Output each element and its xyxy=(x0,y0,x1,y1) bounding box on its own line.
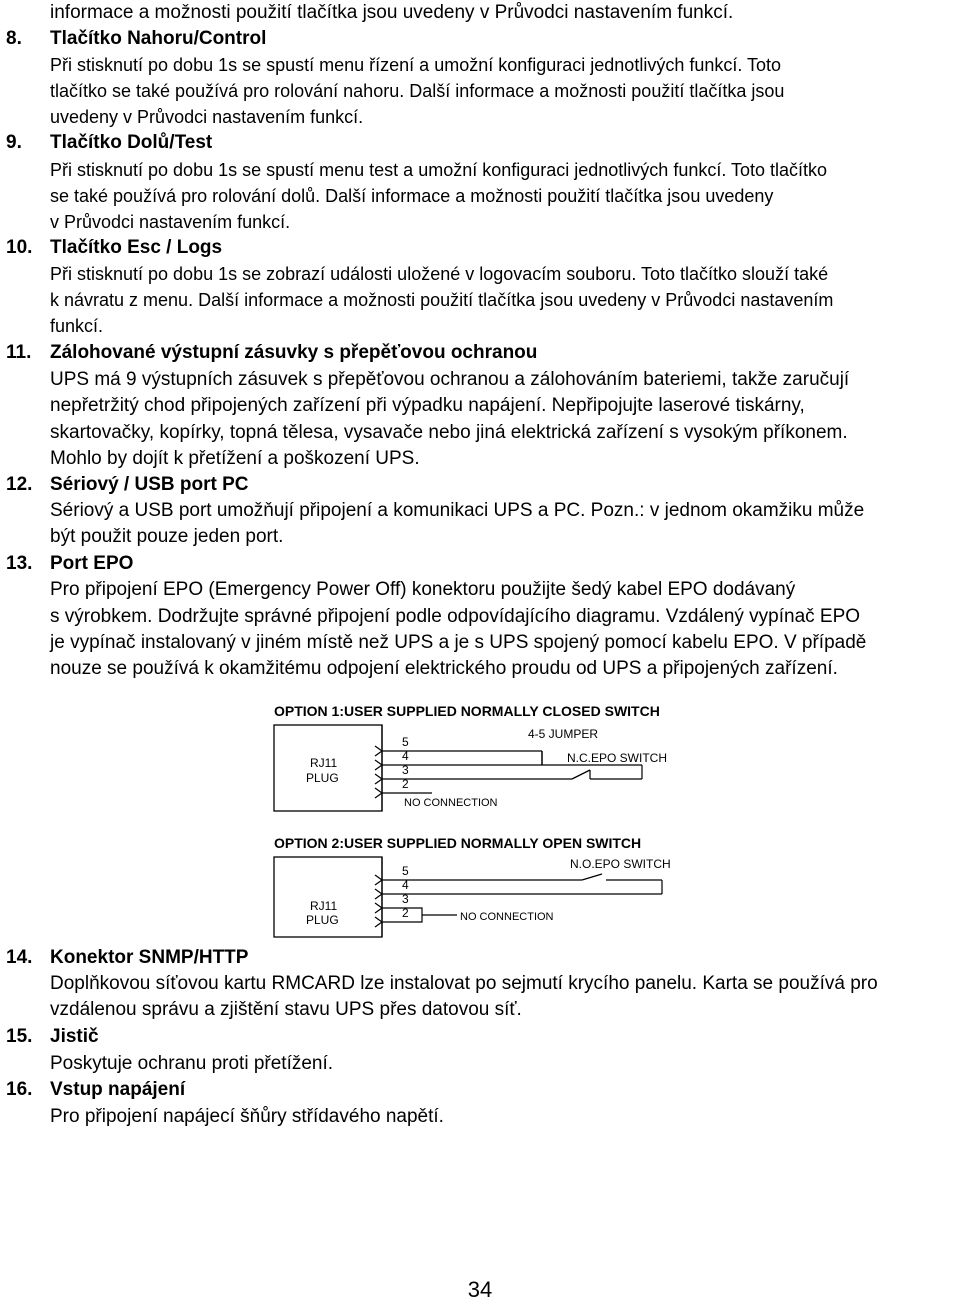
plug-label: PLUG xyxy=(306,771,339,785)
text-line: Mohlo by dojít k přetížení a poškození UPS. xyxy=(50,448,420,469)
item-number: 14. xyxy=(6,947,33,968)
text-line: skartovačky, kopírky, topná tělesa, vysavače nebo jiná elektrická zařízení s vysokým příkonem. xyxy=(50,422,848,443)
diagram-title: OPTION 2:USER SUPPLIED NORMALLY OPEN SWITCH xyxy=(274,835,642,851)
item-number: 12. xyxy=(6,474,33,495)
pin-label: 5 xyxy=(402,735,409,749)
item-number: 15. xyxy=(6,1026,33,1047)
pin-label: 5 xyxy=(402,864,409,878)
text-line: Doplňkovou síťovou kartu RMCARD lze instalovat po sejmutí krycího panelu. Karta se používá pro xyxy=(50,973,878,994)
text-line: je vypínač instalovaný v jiném místě než UPS a je s UPS spojený pomocí kabelu EPO. V případě xyxy=(50,632,867,653)
text-line: Sériový a USB port umožňují připojení a komunikaci UPS a PC. Pozn.: v jednom okamžiku může xyxy=(50,500,865,521)
switch-label: N.O.EPO SWITCH xyxy=(570,857,671,871)
no-connection-label: NO CONNECTION xyxy=(460,911,554,923)
page-number: 34 xyxy=(467,1277,493,1302)
section-heading: Tlačítko Dolů/Test xyxy=(50,132,213,153)
text-line: Poskytuje ochranu proti přetížení. xyxy=(50,1053,334,1074)
pin-label: 2 xyxy=(402,906,409,920)
diagram-title: OPTION 1:USER SUPPLIED NORMALLY CLOSED SWITCH xyxy=(274,703,660,719)
plug-label: RJ11 xyxy=(310,899,338,913)
item-number: 11. xyxy=(6,342,32,363)
epo-wiring-diagram-nc xyxy=(272,698,712,816)
text-line: Při stisknutí po dobu 1s se spustí menu řízení a umožní konfiguraci jednotlivých funkcí. Toto xyxy=(50,55,782,75)
section-heading: Port EPO xyxy=(50,553,134,574)
text-line: Pro připojení EPO (Emergency Power Off) konektoru použijte šedý kabel EPO dodávaný xyxy=(50,579,796,600)
section-heading: Vstup napájení xyxy=(50,1079,186,1100)
text-line: k návratu z menu. Další informace a možnosti použití tlačítka jsou uvedeny v Průvodci nastavením xyxy=(50,290,834,310)
switch-label: N.C.EPO SWITCH xyxy=(567,751,668,765)
pin-label: 4 xyxy=(402,749,409,763)
epo-wiring-diagram-no xyxy=(272,830,712,942)
text-line: se také používá pro rolování dolů. Další informace a možnosti použití tlačítka jsou uvedeny xyxy=(50,186,774,206)
item-number: 16. xyxy=(6,1079,33,1100)
section-heading: Sériový / USB port PC xyxy=(50,474,249,495)
item-number: 8. xyxy=(6,28,22,49)
text-line: nepřetržitý chod připojených zařízení při výpadku napájení. Nepřipojujte laserové tiskárny, xyxy=(50,395,805,416)
section-heading: Tlačítko Nahoru/Control xyxy=(50,28,267,49)
epo-diagram-option1 xyxy=(272,698,712,821)
pin-label: 3 xyxy=(402,763,409,777)
section-heading: Jistič xyxy=(50,1026,99,1047)
pin-label: 4 xyxy=(402,878,409,892)
text-line: tlačítko se také používá pro rolování nahoru. Další informace a možnosti použití tlačítka jsou xyxy=(50,81,785,101)
plug-label: PLUG xyxy=(306,913,339,927)
text-line: být použit pouze jeden port. xyxy=(50,526,284,547)
text-line: uvedeny v Průvodci nastavením funkcí. xyxy=(50,107,364,127)
text-line: funkcí. xyxy=(50,316,104,336)
epo-diagram-option2 xyxy=(272,830,712,947)
pin-label: 2 xyxy=(402,777,409,791)
text-line: Při stisknutí po dobu 1s se zobrazí události uložené v logovacím souboru. Toto tlačítko slouží také xyxy=(50,264,829,284)
text-line: vzdálenou správu a zjištění stavu UPS přes datovou síť. xyxy=(50,999,522,1020)
no-connection-label: NO CONNECTION xyxy=(404,797,498,809)
text-line: Při stisknutí po dobu 1s se spustí menu test a umožní konfiguraci jednotlivých funkcí. Toto tlačítko xyxy=(50,160,828,180)
text-line: v Průvodci nastavením funkcí. xyxy=(50,212,291,232)
section-heading: Zálohované výstupní zásuvky s přepěťovou ochranou xyxy=(50,342,538,363)
item-number: 10. xyxy=(6,237,33,258)
pin-label: 3 xyxy=(402,892,409,906)
plug-label: RJ11 xyxy=(310,756,338,770)
text-line: UPS má 9 výstupních zásuvek s přepěťovou ochranou a zálohováním bateriemi, takže zaručují xyxy=(50,369,850,390)
text-line: nouze se používá k okamžitému odpojení elektrického proudu od UPS a připojených zařízení. xyxy=(50,658,838,679)
text-line: Pro připojení napájecí šňůry střídavého napětí. xyxy=(50,1106,444,1127)
jumper-label: 4-5 JUMPER xyxy=(528,727,599,741)
text-line: informace a možnosti použití tlačítka jsou uvedeny v Průvodci nastavením funkcí. xyxy=(50,2,734,23)
section-heading: Tlačítko Esc / Logs xyxy=(50,237,223,258)
item-number: 13. xyxy=(6,553,33,574)
item-number: 9. xyxy=(6,132,22,153)
section-heading: Konektor SNMP/HTTP xyxy=(50,947,249,968)
text-line: s výrobkem. Dodržujte správné připojení podle odpovídajícího diagramu. Vzdálený vypínač EPO xyxy=(50,606,861,627)
